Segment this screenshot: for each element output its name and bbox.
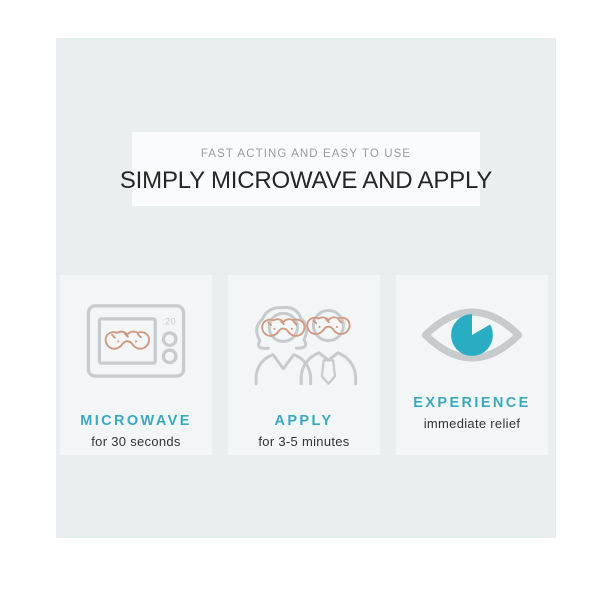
step-label-experience: EXPERIENCE <box>413 395 531 411</box>
eye-icon <box>419 289 525 381</box>
banner-title: SIMPLY MICROWAVE AND APPLY <box>119 166 493 194</box>
steps-row <box>60 275 548 455</box>
step-sublabel-apply: for 3-5 minutes <box>258 434 350 449</box>
banner-subtitle: FAST ACTING AND EASY TO USE <box>200 147 412 160</box>
couple-wearing-eye-masks-icon <box>242 289 366 393</box>
headline-banner <box>119 132 493 206</box>
microwave-icon-svg <box>86 303 186 379</box>
step-card-microwave <box>60 275 212 455</box>
microwave-icon <box>86 289 186 393</box>
microwave-timer-text: :20 <box>161 316 177 327</box>
eye-mask-icon <box>106 332 149 349</box>
eye-icon-svg <box>419 299 525 371</box>
couple-icon-svg <box>242 294 366 389</box>
background-panel <box>56 38 556 538</box>
step-card-experience <box>396 275 548 455</box>
step-sublabel-microwave: for 30 seconds <box>91 434 181 449</box>
step-label-apply: APPLY <box>274 413 334 429</box>
step-label-microwave: MICROWAVE <box>80 413 192 429</box>
step-sublabel-experience: immediate relief <box>423 416 521 431</box>
step-card-apply <box>228 275 380 455</box>
